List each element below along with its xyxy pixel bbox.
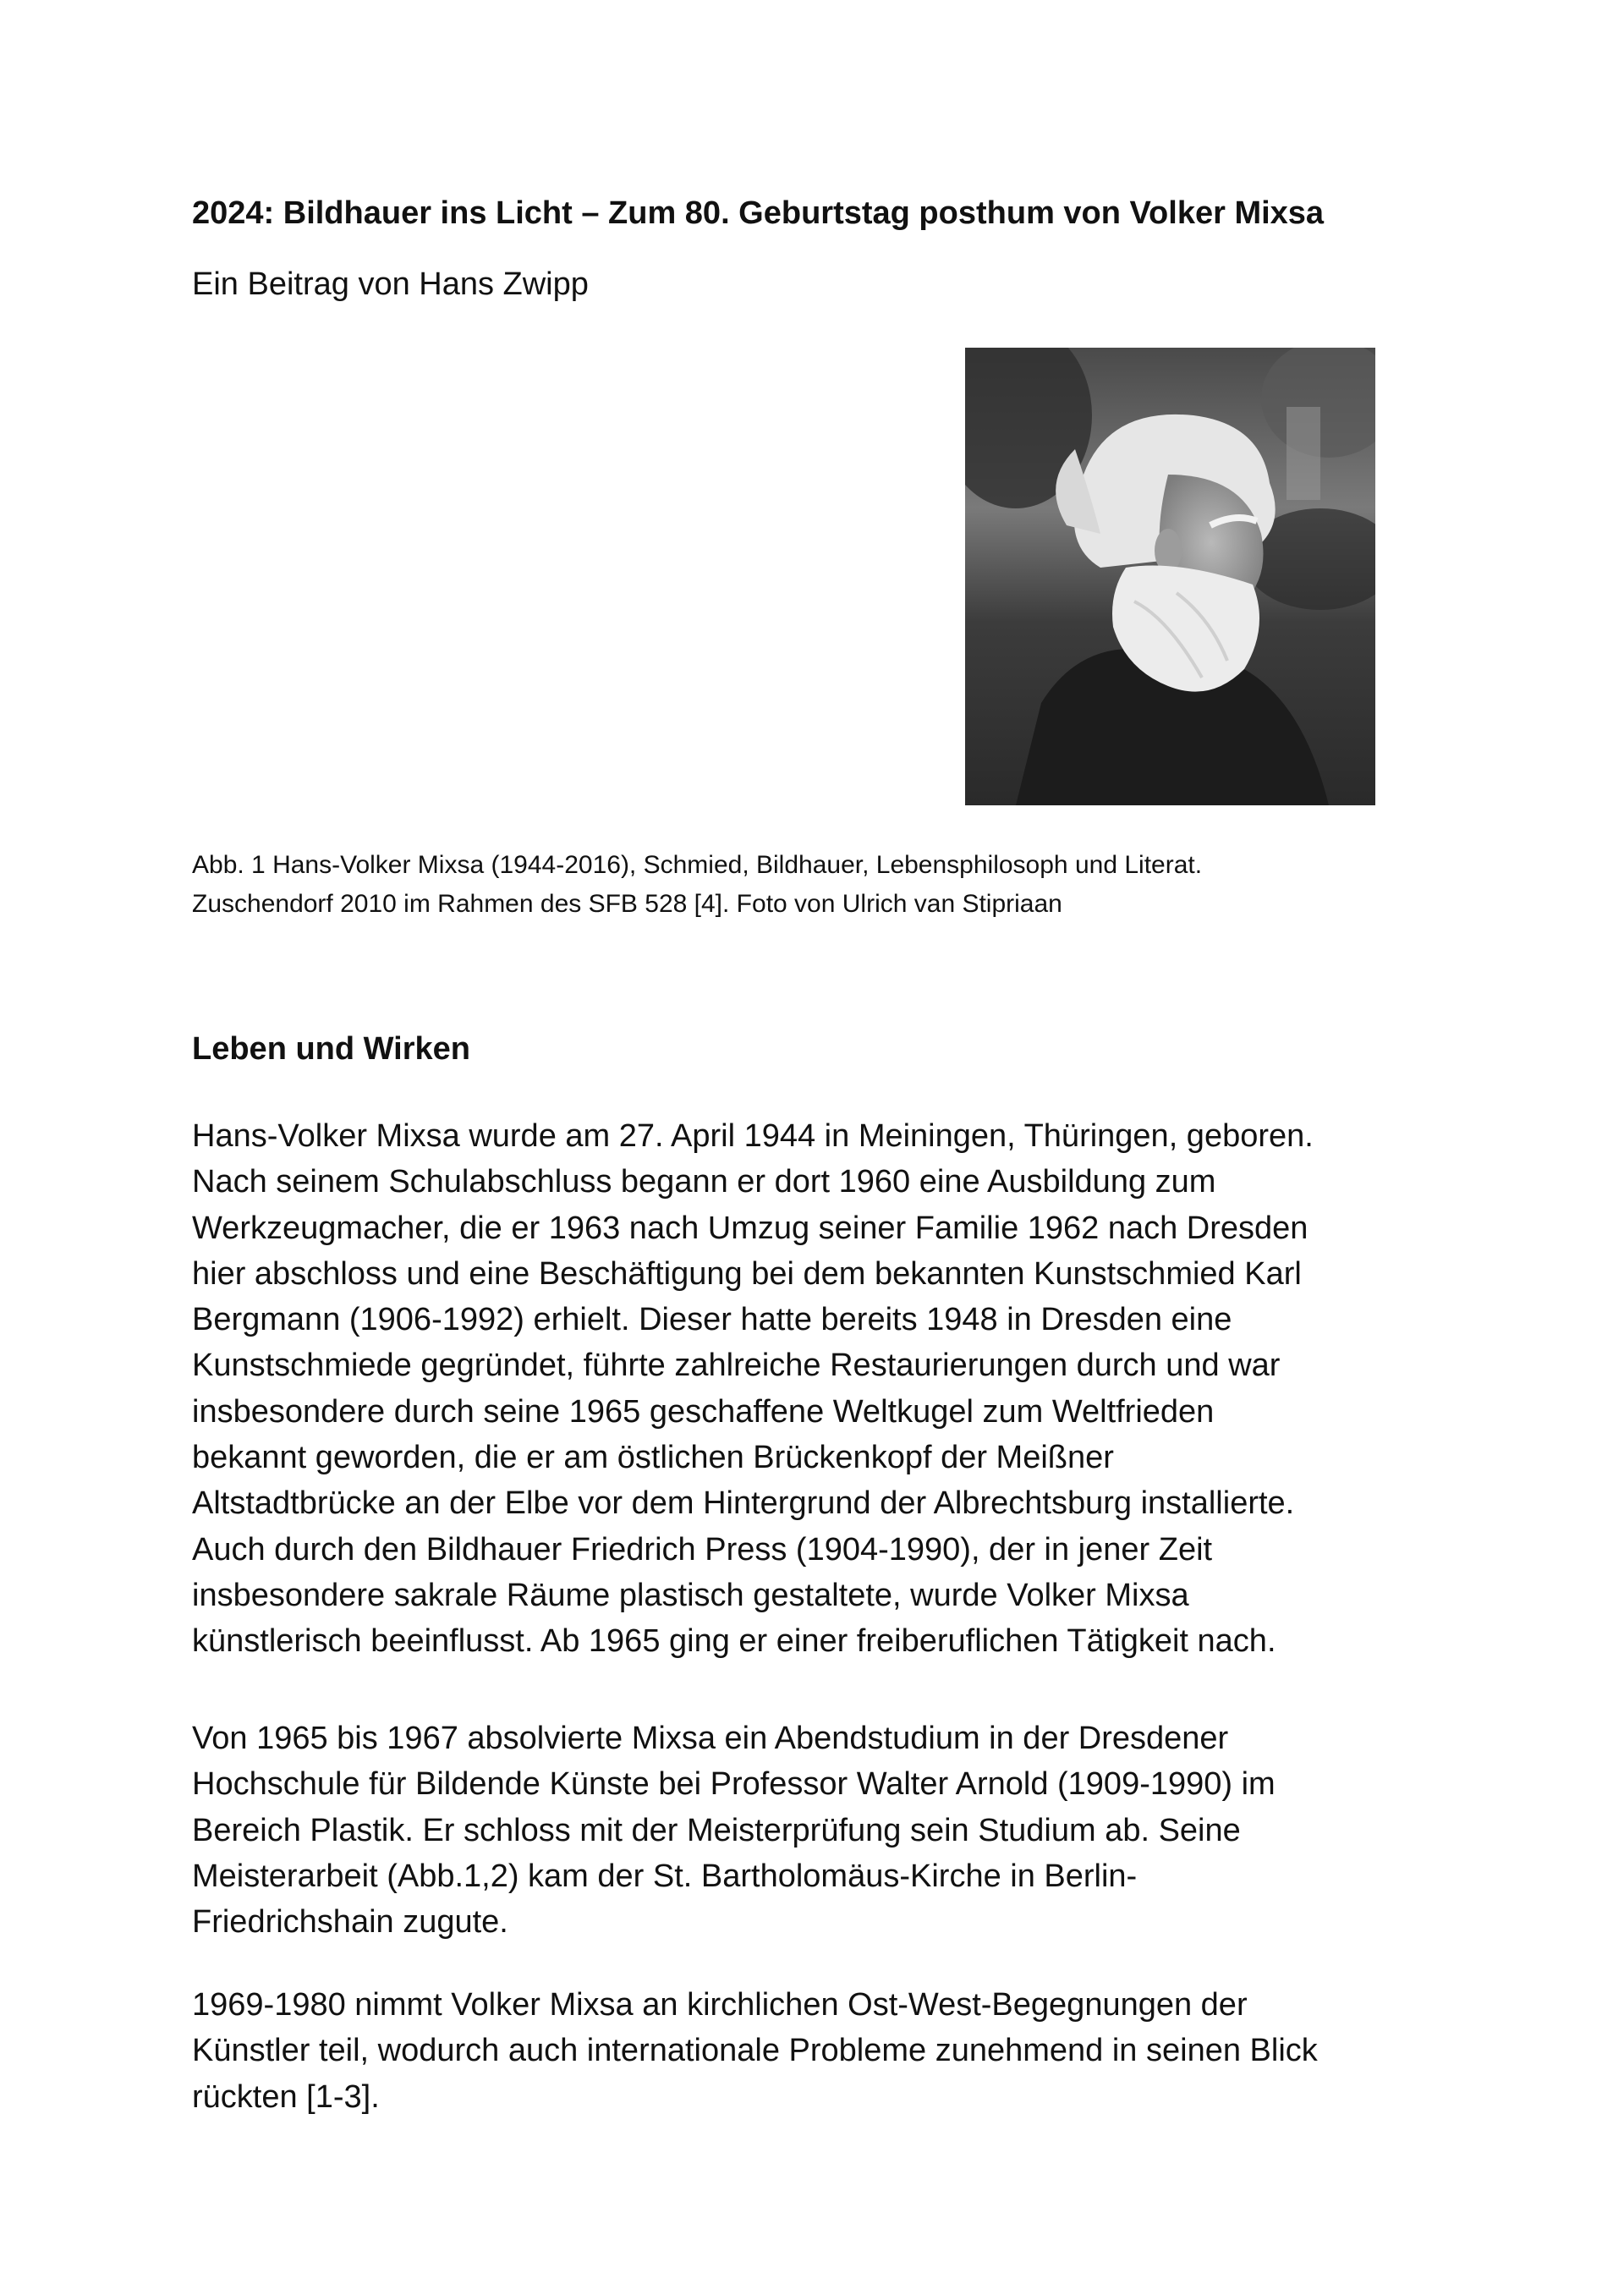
paragraph-line: Kunstschmiede gegründet, führte zahlreiche Restaurierungen durch und war — [192, 1348, 1281, 1384]
paragraph-line: rückten [1-3]. — [192, 2078, 380, 2115]
caption-line: Abb. 1 Hans-Volker Mixsa (1944-2016), Schmied, Bildhauer, Lebensphilosoph und Literat. — [192, 851, 1203, 879]
paragraph-line: künstlerisch beeinflusst. Ab 1965 ging er einer freiberuflichen Tätigkeit nach. — [192, 1623, 1276, 1660]
paragraph-line: Altstadtbrücke an der Elbe vor dem Hintergrund der Albrechtsburg installierte. — [192, 1485, 1295, 1522]
paragraph-1 — [192, 1113, 1512, 1665]
paragraph-line: bekannt geworden, die er am östlichen Brückenkopf der Meißner — [192, 1440, 1114, 1476]
section-heading: Leben und Wirken — [192, 1031, 471, 1067]
paragraph-line: Hans-Volker Mixsa wurde am 27. April 1944 in Meiningen, Thüringen, geboren. — [192, 1118, 1314, 1154]
paragraph-line: Auch durch den Bildhauer Friedrich Press (1904-1990), der in jener Zeit — [192, 1531, 1213, 1568]
paragraph-line: Meisterarbeit (Abb.1,2) kam der St. Bartholomäus-Kirche in Berlin- — [192, 1858, 1138, 1894]
paragraph-line: Nach seinem Schulabschluss begann er dort 1960 eine Ausbildung zum — [192, 1164, 1216, 1200]
paragraph-3 — [192, 1982, 1512, 2120]
article-title: 2024: Bildhauer ins Licht – Zum 80. Geburtstag posthum von Volker Mixsa — [192, 195, 1325, 231]
paragraph-line: insbesondere sakrale Räume plastisch gestaltete, wurde Volker Mixsa — [192, 1577, 1189, 1613]
paragraph-line: hier abschloss und eine Beschäftigung bei dem bekannten Kunstschmied Karl — [192, 1255, 1302, 1292]
paragraph-line: Hochschule für Bildende Künste bei Professor Walter Arnold (1909-1990) im — [192, 1766, 1276, 1803]
paragraph-2 — [192, 1716, 1512, 1945]
paragraph-line: insbesondere durch seine 1965 geschaffene Weltkugel zum Weltfrieden — [192, 1393, 1215, 1430]
paragraph-line: Werkzeugmacher, die er 1963 nach Umzug seiner Familie 1962 nach Dresden — [192, 1210, 1309, 1246]
article-byline: Ein Beitrag von Hans Zwipp — [192, 266, 589, 302]
caption-line: Zuschendorf 2010 im Rahmen des SFB 528 [4]. Foto von Ulrich van Stipriaan — [192, 890, 1062, 918]
figure-caption — [192, 846, 1461, 924]
portrait-photo-icon — [965, 348, 1375, 805]
paragraph-line: Friedrichshain zugute. — [192, 1904, 508, 1941]
paragraph-line: Von 1965 bis 1967 absolvierte Mixsa ein Abendstudium in der Dresdener — [192, 1721, 1229, 1756]
paragraph-line: 1969-1980 nimmt Volker Mixsa an kirchlichen Ost-West-Begegnungen der — [192, 1987, 1248, 2023]
paragraph-line: Bergmann (1906-1992) erhielt. Dieser hatte bereits 1948 in Dresden eine — [192, 1302, 1232, 1338]
paragraph-line: Bereich Plastik. Er schloss mit der Meisterprüfung sein Studium ab. Seine — [192, 1812, 1241, 1848]
portrait-photo — [965, 348, 1375, 805]
paragraph-line: Künstler teil, wodurch auch internationale Probleme zunehmend in seinen Blick — [192, 2033, 1318, 2069]
